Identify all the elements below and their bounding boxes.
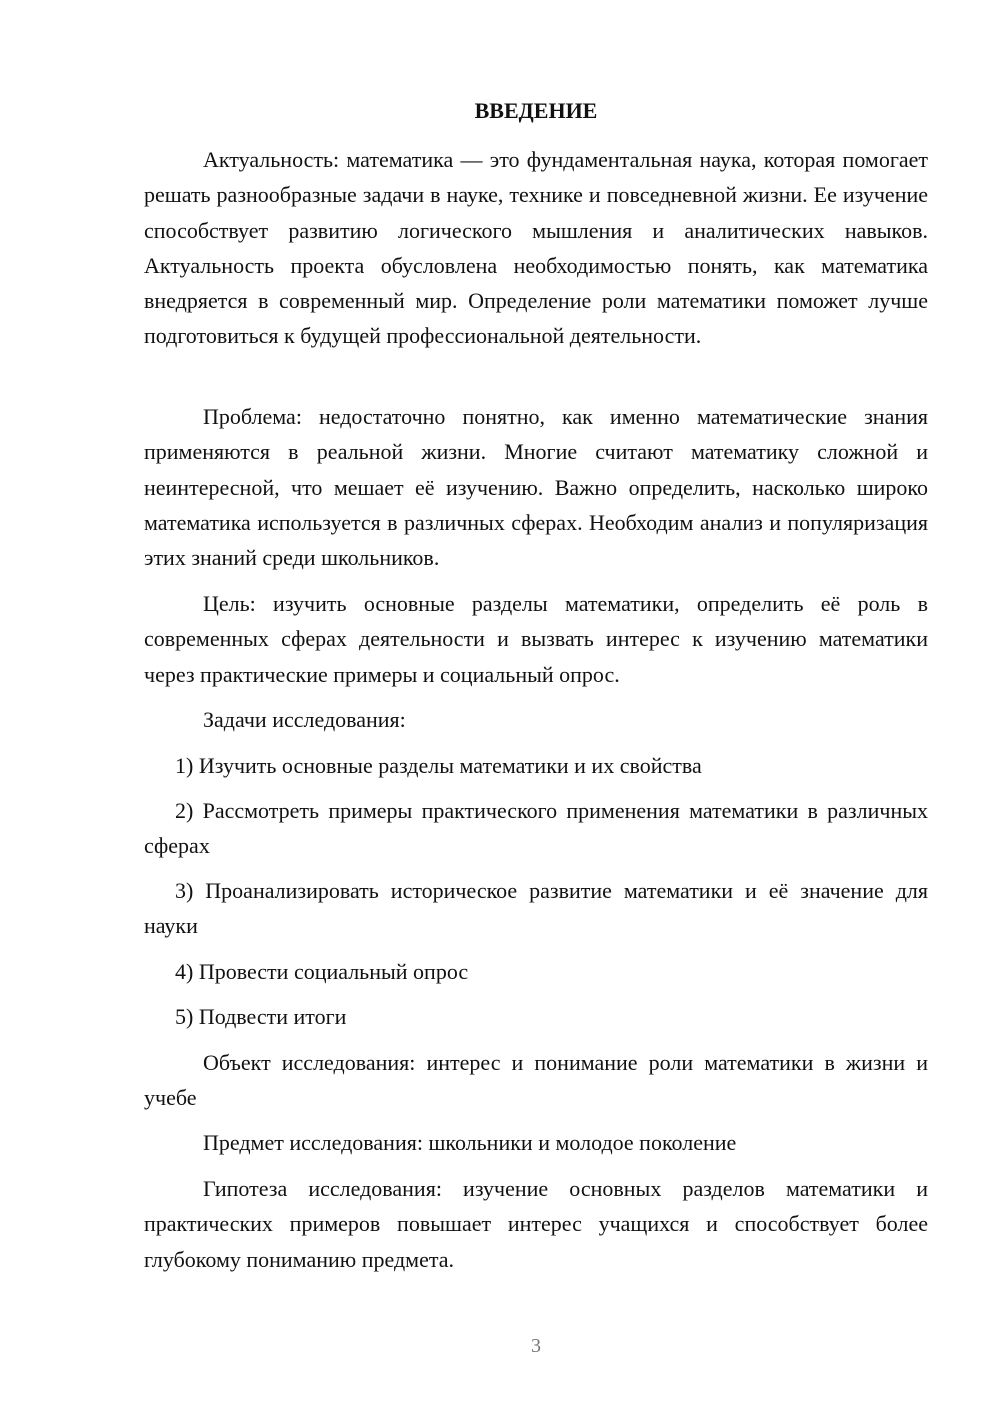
task-5-text: 5) Подвести итоги [175, 1004, 347, 1029]
task-1-text: 1) Изучить основные разделы математики и их свойства [175, 753, 702, 778]
paragraph-relevance [144, 142, 928, 354]
paragraph-subject [144, 1125, 928, 1160]
paragraph-goal [144, 586, 928, 692]
page-number: 3 [531, 1335, 541, 1357]
paragraph-problem-text: Проблема: недостаточно понятно, как именно математические знания применяются в реальной жизни. Многие считают математику сложной и неинтересной, что мешает её изучению. Важно определить, насколько широко математика используется в различных сферах. Необходим анализ и популяризация этих знаний среди школьников. [144, 404, 928, 571]
task-3-text: 3) Проанализировать историческое развитие математики и её значение для науки [144, 878, 928, 939]
list-item [144, 748, 928, 783]
paragraph-goal-text: Цель: изучить основные разделы математики, определить её роль в современных сферах деятельности и вызвать интерес к изучению математики через практические примеры и социальный опрос. [144, 591, 928, 687]
list-item [144, 999, 928, 1034]
paragraph-subject-text: Предмет исследования: школьники и молодое поколение [203, 1130, 737, 1155]
paragraph-object [144, 1045, 928, 1116]
task-2-text: 2) Рассмотреть примеры практического применения математики в различных сферах [144, 798, 928, 859]
list-item [144, 793, 928, 864]
list-item [144, 873, 928, 944]
list-item [144, 954, 928, 989]
task-4-text: 4) Провести социальный опрос [175, 959, 469, 984]
tasks-heading [144, 702, 928, 737]
page-title: ВВЕДЕНИЕ [474, 98, 598, 123]
paragraph-hypothesis-text: Гипотеза исследования: изучение основных разделов математики и практических примеров повышает интерес учащихся и способствует более глубокому пониманию предмета. [144, 1176, 928, 1272]
paragraph-hypothesis [144, 1171, 928, 1277]
paragraph-relevance-text: Актуальность: математика — это фундаментальная наука, которая помогает решать разнообразные задачи в науке, технике и повседневной жизни. Ее изучение способствует развитию логического мышления и аналитических навыков. Актуальность проекта обусловлена необходимостью понять, как математика внедряется в современный мир. Определение роли математики поможет лучше подготовиться к будущей профессиональной деятельности. [144, 147, 928, 349]
paragraph-problem [144, 399, 928, 575]
paragraph-object-text: Объект исследования: интерес и понимание роли математики в жизни и учебе [144, 1050, 928, 1111]
tasks-heading-text: Задачи исследования: [203, 707, 406, 732]
